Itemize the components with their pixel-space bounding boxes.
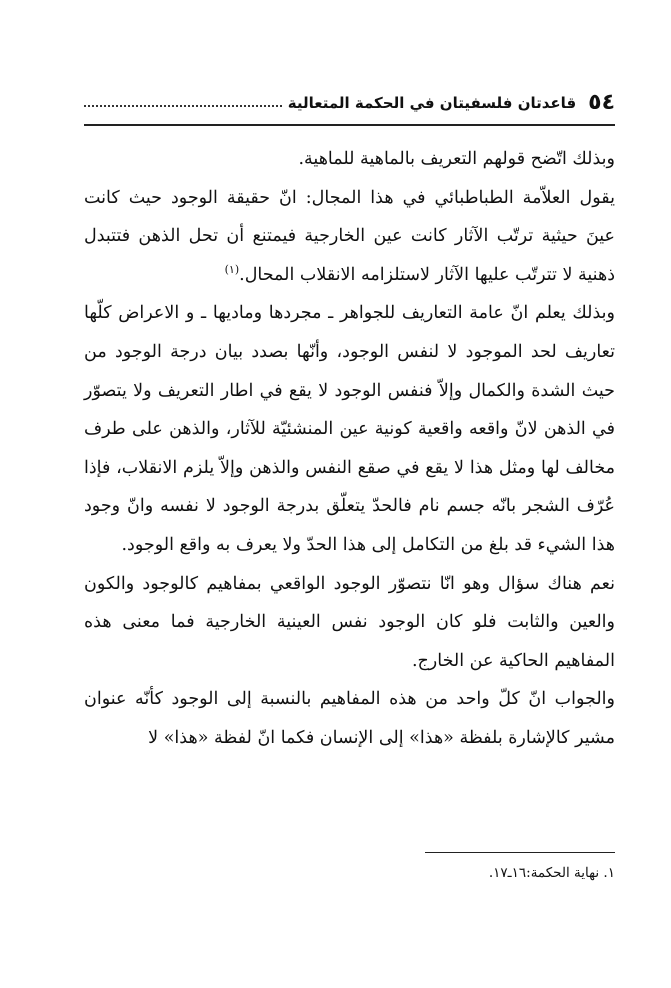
paragraph-1 — [84, 140, 615, 179]
body-text — [84, 140, 615, 758]
paragraph-text: وبذلك اتّضح قولهم التعريف بالماهية للماهية. — [298, 149, 615, 169]
paragraph-text: نعم هناك سؤال وهو انّا نتصوّر الوجود الواقعي بمفاهيم كالوجود والكون والعين والثابت فلو كان الوجود نفس العينية الخارجية فما معنى هذه المفاهيم الحاكية عن الخارج. — [84, 573, 615, 671]
paragraph-3 — [84, 294, 615, 564]
page-header — [84, 88, 615, 118]
paragraph-text: والجواب انّ كلّ واحد من هذه المفاهيم بالنسبة إلى الوجود كأنّه عنوان مشير كالإشارة بلفظة «هذا» إلى الإنسان فكما انّ لفظة «هذا» لا — [84, 689, 615, 748]
header-rule — [84, 124, 615, 126]
footnote-rule — [425, 852, 615, 853]
paragraph-text: يقول العلاّمة الطباطبائي في هذا المجال: انّ حقيقة الوجود حيث كانت عينَ حيثية ترتّب الآثار كانت عين الخارجية فيمتنع أن تحل الذهن فتتبدل ذهنية لا تترتّب عليها الآثار لاستلزامه الانقلاب المحال. — [84, 187, 615, 285]
running-title: قاعدتان فلسفيتان في الحكمة المتعالية — [287, 94, 577, 112]
paragraph-5 — [84, 680, 615, 757]
paragraph-4 — [84, 565, 615, 681]
page-number: ٥٤ — [588, 90, 615, 115]
paragraph-2 — [84, 179, 615, 295]
running-title-wrap — [84, 94, 576, 112]
footnote: ١. نهاية الحكمة:١٦ـ١٧. — [488, 865, 615, 881]
paragraph-text: وبذلك يعلم انّ عامة التعاريف للجواهر ـ مجردها وماديها ـ و الاعراض كلّها تعاريف لحد الموجود لا لنفس الوجود، وأنّها بصدد بيان درجة الوجود من حيث الشدة والكمال وإلاّ فنفس الوجود لا يقع في اطار التعريف ولا يتصوّر في الذهن لانّ واقعه واقعية كونية عين المنشئيّة للآثار، والذهن على طرف مخالف لها ومثل هذا لا يقع في صقع النفس والذهن وإلاّ يلزم الانقلاب، فإذا عُرّف الشجر بانّه جسم نام فالحدّ يتعلّق بدرجة الوجود لا نفسه وانّ وجود هذا الشيء قد بلغ من التكامل إلى هذا الحدّ ولا يعرف به واقع الوجود. — [84, 303, 615, 555]
leader-dots — [84, 105, 282, 107]
footnote-marker: (١) — [224, 262, 240, 276]
